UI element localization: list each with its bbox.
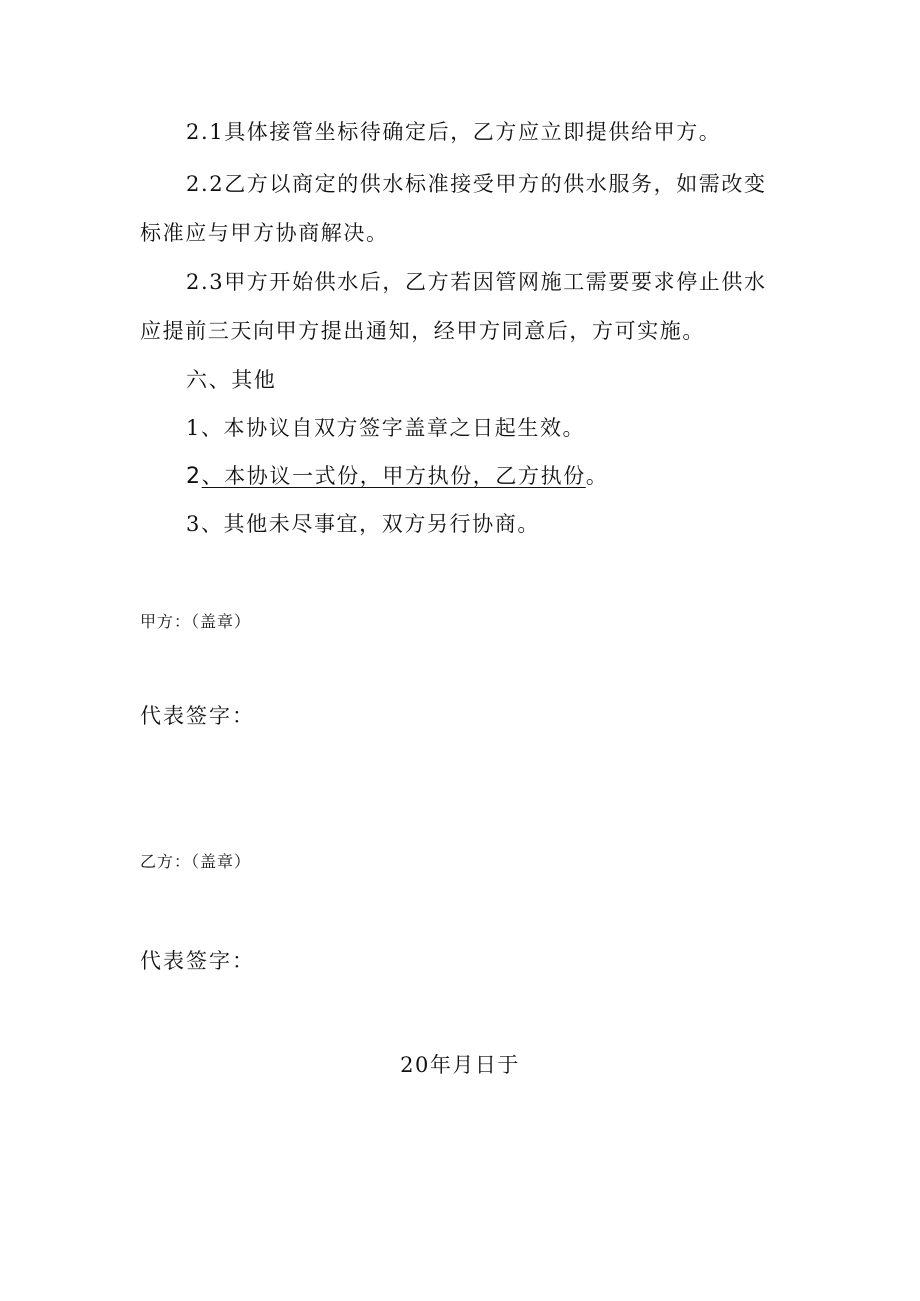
item-3-other-matters: 3、其他未尽事宜，双方另行协商。 xyxy=(186,512,540,536)
clause-2-3-line2: 应提前三天向甲方提出通知，经甲方同意后，方可实施。 xyxy=(140,319,705,343)
clause-2-2-line2: 标准应与甲方协商解决。 xyxy=(140,221,389,245)
party-a-seal: 甲方：（盖章） xyxy=(140,612,252,631)
date-line: 20年月日于 xyxy=(400,1053,520,1077)
clause-2-1: 2.1具体接管坐标待确定后，乙方应立即提供给甲方。 xyxy=(186,120,722,144)
item-1-effective: 1、本协议自双方签字盖章之日起生效。 xyxy=(186,416,586,440)
item-2-period: 。 xyxy=(585,464,609,488)
item-2-copies xyxy=(186,466,608,488)
party-a-representative-signature: 代表签字： xyxy=(140,704,255,728)
clause-2-2-line1: 2.2乙方以商定的供水标准接受甲方的供水服务，如需改变 xyxy=(186,172,767,196)
section-heading-other: 六、其他 xyxy=(186,368,277,392)
party-b-representative-signature: 代表签字： xyxy=(140,949,255,973)
clause-2-3-line1: 2.3甲方开始供水后，乙方若因管网施工需要要求停止供水 xyxy=(186,270,767,294)
party-b-seal: 乙方：（盖章） xyxy=(140,852,252,871)
item-2-underlined-text: 、本协议一式份，甲方执份，乙方执份 xyxy=(201,464,586,488)
item-2-number: 2 xyxy=(186,464,202,489)
